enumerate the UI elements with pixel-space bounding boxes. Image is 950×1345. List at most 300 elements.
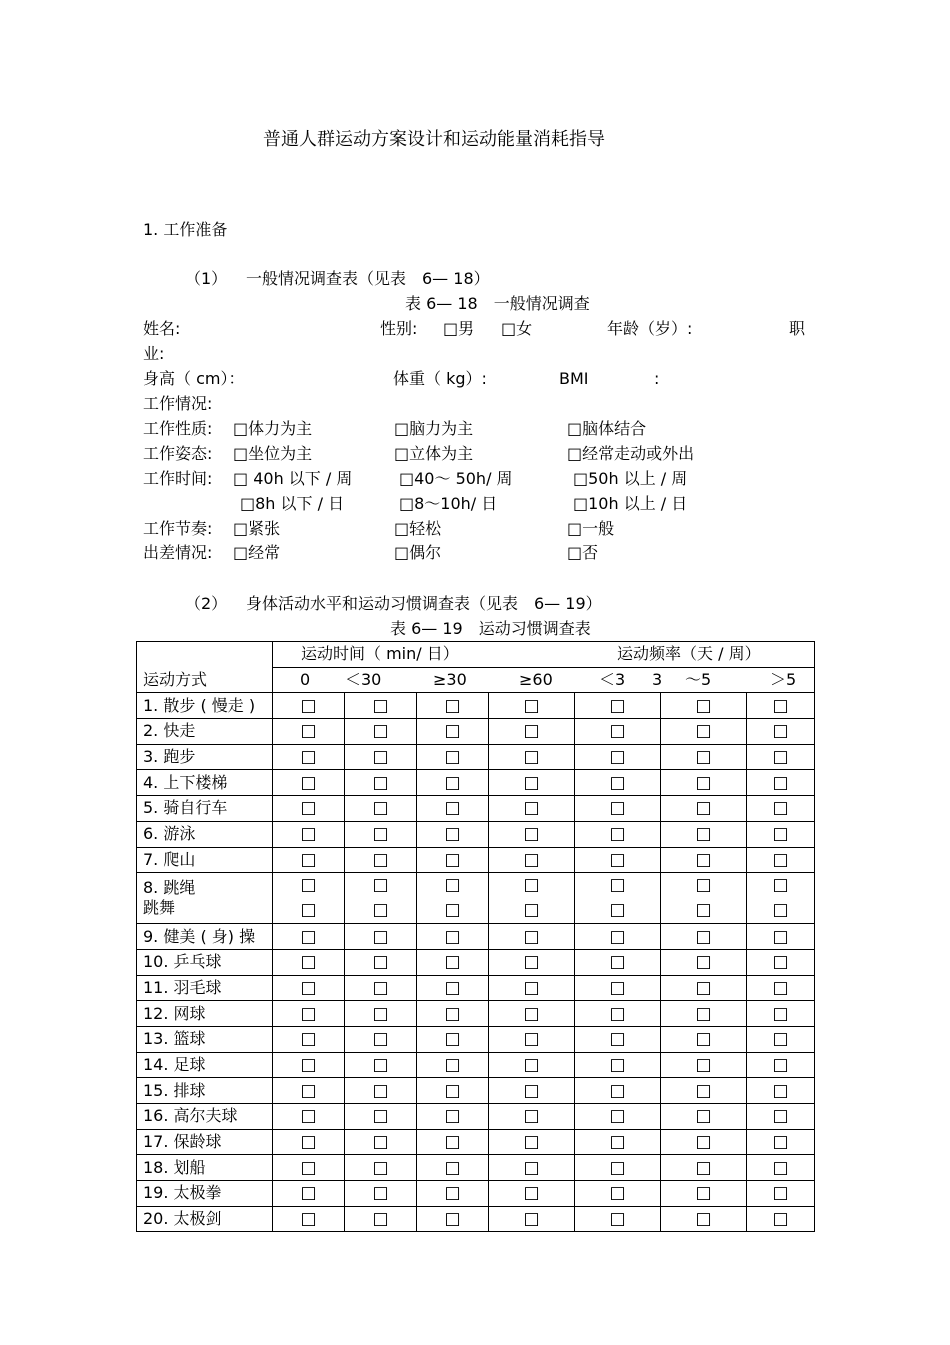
cell (489, 744, 575, 770)
male-checkbox[interactable]: □男 (443, 319, 475, 338)
checkbox[interactable]: □ (444, 1080, 461, 1101)
checkbox[interactable]: □ (609, 772, 626, 793)
table-caption: 表 6— 18 一般情况调查 (405, 294, 590, 313)
checkbox[interactable]: □ (372, 952, 389, 973)
cell (747, 1155, 815, 1181)
checkbox[interactable]: □ (695, 1157, 712, 1178)
checkbox[interactable]: □ (523, 1183, 540, 1204)
checkbox[interactable]: □ (772, 695, 789, 716)
checkbox[interactable]: □ (609, 1029, 626, 1050)
cell (345, 719, 417, 745)
travel-option-often[interactable]: □经常 (233, 543, 281, 562)
cell (661, 1206, 747, 1232)
cell (273, 949, 345, 975)
checkbox[interactable]: □ (695, 1054, 712, 1075)
checkbox[interactable]: □ (444, 875, 461, 896)
tick-time-0: 0 (300, 669, 311, 689)
table-row (137, 873, 815, 924)
cell (273, 796, 345, 822)
tick-freq-lt3: ＜3 (599, 669, 626, 689)
cell (489, 1206, 575, 1232)
travel-label: 出差情况: (143, 543, 213, 562)
checkbox[interactable]: □ (300, 1132, 317, 1153)
checkbox[interactable]: □ (300, 798, 317, 819)
checkbox[interactable]: □ (444, 1209, 461, 1230)
checkbox[interactable]: □ (609, 1054, 626, 1075)
checkbox[interactable]: □ (444, 824, 461, 845)
checkbox[interactable]: □ (523, 695, 540, 716)
cell (417, 1206, 489, 1232)
cell (575, 975, 661, 1001)
checkbox[interactable]: □ (523, 1106, 540, 1127)
page-title: 普通人群运动方案设计和运动能量消耗指导 (263, 129, 605, 150)
cell (345, 1026, 417, 1052)
checkbox[interactable]: □ (772, 798, 789, 819)
nature-option-mental[interactable]: □脑力为主 (394, 419, 474, 438)
checkbox[interactable]: □ (695, 747, 712, 768)
activity-name: 19. 太极拳 (137, 1181, 273, 1207)
checkbox[interactable]: □ (523, 1003, 540, 1024)
checkbox[interactable]: □ (300, 1106, 317, 1127)
cell (417, 1155, 489, 1181)
female-checkbox[interactable]: □女 (501, 319, 533, 338)
checkbox[interactable]: □ (523, 977, 540, 998)
checkbox[interactable]: □ (523, 900, 540, 921)
name-label: 姓名: (143, 319, 181, 338)
checkbox[interactable]: □ (372, 1003, 389, 1024)
cell (747, 1104, 815, 1130)
checkbox[interactable]: □ (772, 1054, 789, 1075)
checkbox[interactable]: □ (300, 721, 317, 742)
cell (417, 1129, 489, 1155)
cell (661, 693, 747, 719)
checkbox[interactable]: □ (609, 977, 626, 998)
checkbox[interactable]: □ (695, 1029, 712, 1050)
cell (489, 1129, 575, 1155)
cell (273, 1026, 345, 1052)
checkbox[interactable]: □ (695, 1080, 712, 1101)
checkbox[interactable]: □ (609, 747, 626, 768)
cell (747, 1078, 815, 1104)
checkbox[interactable]: □ (444, 798, 461, 819)
rhythm-option-relaxed[interactable]: □轻松 (394, 519, 442, 538)
tick-time-lt30: ＜30 (345, 669, 382, 689)
checkbox[interactable]: □ (372, 1209, 389, 1230)
checkbox[interactable]: □ (609, 1132, 626, 1153)
cell (747, 1026, 815, 1052)
checkbox[interactable]: □ (772, 747, 789, 768)
checkbox[interactable]: □ (300, 824, 317, 845)
checkbox[interactable]: □ (372, 1054, 389, 1075)
checkbox[interactable]: □ (444, 747, 461, 768)
checkbox[interactable]: □ (523, 1029, 540, 1050)
rhythm-option-normal[interactable]: □一般 (567, 519, 615, 538)
cell (575, 821, 661, 847)
cell (575, 873, 661, 924)
checkbox[interactable]: □ (523, 952, 540, 973)
table-row (137, 1129, 815, 1155)
checkbox[interactable]: □ (772, 1183, 789, 1204)
cell (661, 975, 747, 1001)
checkbox[interactable]: □ (609, 1183, 626, 1204)
work-time-label: 工作时间: (143, 469, 213, 488)
checkbox[interactable]: □ (695, 824, 712, 845)
checkbox[interactable]: □ (695, 952, 712, 973)
checkbox[interactable]: □ (609, 875, 626, 896)
table-header-row (137, 642, 815, 668)
age-label: 年龄（岁）: (607, 319, 693, 338)
table-row (137, 924, 815, 950)
checkbox[interactable]: □ (609, 1003, 626, 1024)
cell (661, 744, 747, 770)
checkbox[interactable]: □ (372, 824, 389, 845)
checkbox[interactable]: □ (772, 1029, 789, 1050)
cell (661, 847, 747, 873)
checkbox[interactable]: □ (609, 824, 626, 845)
checkbox[interactable]: □ (444, 1183, 461, 1204)
checkbox[interactable]: □ (523, 721, 540, 742)
cell (661, 719, 747, 745)
checkbox[interactable]: □ (444, 695, 461, 716)
checkbox[interactable]: □ (772, 952, 789, 973)
activity-name: 13. 篮球 (137, 1026, 273, 1052)
checkbox[interactable]: □ (523, 1054, 540, 1075)
checkbox[interactable]: □ (772, 1209, 789, 1230)
checkbox[interactable]: □ (444, 977, 461, 998)
checkbox[interactable]: □ (523, 926, 540, 947)
checkbox[interactable]: □ (444, 1054, 461, 1075)
checkbox[interactable]: □ (444, 849, 461, 870)
checkbox[interactable]: □ (523, 1080, 540, 1101)
gender-label: 性别: (380, 319, 418, 338)
checkbox[interactable]: □ (523, 849, 540, 870)
travel-option-occasional[interactable]: □偶尔 (394, 543, 442, 562)
checkbox[interactable]: □ (523, 747, 540, 768)
checkbox[interactable]: □ (372, 1183, 389, 1204)
checkbox[interactable]: □ (372, 1106, 389, 1127)
checkbox[interactable]: □ (695, 849, 712, 870)
checkbox[interactable]: □ (523, 1132, 540, 1153)
checkbox[interactable]: □ (609, 1209, 626, 1230)
work-rhythm-label: 工作节奏: (143, 519, 213, 538)
cell (747, 873, 815, 924)
checkbox[interactable]: □ (523, 875, 540, 896)
cell (575, 1181, 661, 1207)
cell (661, 949, 747, 975)
table-row (137, 719, 815, 745)
checkbox[interactable]: □ (372, 1157, 389, 1178)
checkbox[interactable]: □ (372, 1080, 389, 1101)
cell (661, 770, 747, 796)
checkbox[interactable]: □ (300, 772, 317, 793)
checkbox[interactable]: □ (372, 772, 389, 793)
cell (345, 1129, 417, 1155)
checkbox[interactable]: □ (300, 875, 317, 896)
checkbox[interactable]: □ (300, 747, 317, 768)
activity-name: 11. 羽毛球 (137, 975, 273, 1001)
checkbox[interactable]: □ (772, 1080, 789, 1101)
rhythm-option-tense[interactable]: □紧张 (233, 519, 281, 538)
table-row (137, 770, 815, 796)
time-day-option-3[interactable]: □10h 以上 / 日 (573, 494, 688, 513)
cell (747, 1181, 815, 1207)
checkbox[interactable]: □ (300, 1029, 317, 1050)
cell (417, 924, 489, 950)
column-header-time: 运动时间（ min/ 日） (301, 644, 459, 663)
checkbox[interactable]: □ (444, 952, 461, 973)
nature-option-mixed[interactable]: □脑体结合 (567, 419, 647, 438)
column-ticks (273, 667, 815, 693)
checkbox[interactable]: □ (372, 900, 389, 921)
activity-name-line: 8. 跳绳 (143, 878, 196, 898)
cell (417, 796, 489, 822)
checkbox[interactable]: □ (772, 1132, 789, 1153)
cell (273, 1129, 345, 1155)
cell (489, 1104, 575, 1130)
checkbox[interactable]: □ (772, 1106, 789, 1127)
checkbox[interactable]: □ (695, 721, 712, 742)
cell (575, 693, 661, 719)
checkbox[interactable]: □ (372, 747, 389, 768)
time-week-option-3[interactable]: □50h 以上 / 周 (573, 469, 688, 488)
checkbox[interactable]: □ (444, 1003, 461, 1024)
cell (417, 1104, 489, 1130)
checkbox[interactable]: □ (523, 1209, 540, 1230)
checkbox[interactable]: □ (372, 721, 389, 742)
cell (575, 924, 661, 950)
checkbox[interactable]: □ (772, 1003, 789, 1024)
travel-option-never[interactable]: □否 (567, 543, 599, 562)
cell (417, 1181, 489, 1207)
checkbox[interactable]: □ (444, 1029, 461, 1050)
cell (417, 770, 489, 796)
cell (747, 744, 815, 770)
cell (575, 847, 661, 873)
bmi-label: BMI (559, 369, 589, 388)
activity-name (137, 873, 273, 924)
cell (345, 1078, 417, 1104)
tick-time-ge60: ≥60 (519, 669, 553, 689)
checkbox[interactable]: □ (695, 1209, 712, 1230)
cell (345, 744, 417, 770)
activity-name: 16. 高尔夫球 (137, 1104, 273, 1130)
cell (575, 744, 661, 770)
checkbox[interactable]: □ (609, 926, 626, 947)
checkbox[interactable]: □ (372, 849, 389, 870)
checkbox[interactable]: □ (444, 772, 461, 793)
checkbox[interactable]: □ (609, 900, 626, 921)
cell (345, 1001, 417, 1027)
checkbox[interactable]: □ (609, 721, 626, 742)
checkbox[interactable]: □ (300, 1003, 317, 1024)
cell (747, 693, 815, 719)
cell (575, 1129, 661, 1155)
checkbox[interactable]: □ (300, 1209, 317, 1230)
checkbox[interactable]: □ (372, 875, 389, 896)
checkbox[interactable]: □ (372, 695, 389, 716)
section-heading: 1. 工作准备 (143, 220, 228, 239)
table-row (137, 949, 815, 975)
checkbox[interactable]: □ (372, 926, 389, 947)
cell (345, 693, 417, 719)
cell (747, 821, 815, 847)
cell (489, 1026, 575, 1052)
cell (489, 1001, 575, 1027)
checkbox[interactable]: □ (300, 1183, 317, 1204)
checkbox[interactable]: □ (695, 977, 712, 998)
checkbox[interactable]: □ (695, 1106, 712, 1127)
checkbox[interactable]: □ (772, 977, 789, 998)
cell (661, 1104, 747, 1130)
checkbox[interactable]: □ (523, 772, 540, 793)
activity-name: 17. 保龄球 (137, 1129, 273, 1155)
checkbox[interactable]: □ (772, 849, 789, 870)
cell (273, 1155, 345, 1181)
cell (747, 975, 815, 1001)
cell (575, 1078, 661, 1104)
checkbox[interactable]: □ (444, 1157, 461, 1178)
cell (489, 873, 575, 924)
cell (273, 821, 345, 847)
cell (661, 873, 747, 924)
checkbox[interactable]: □ (695, 1183, 712, 1204)
time-day-option-1[interactable]: □8h 以下 / 日 (240, 494, 345, 513)
checkbox[interactable]: □ (609, 1080, 626, 1101)
height-label: 身高（ cm）： (143, 369, 245, 388)
checkbox[interactable]: □ (300, 849, 317, 870)
checkbox[interactable]: □ (695, 695, 712, 716)
cell (273, 1078, 345, 1104)
cell (417, 821, 489, 847)
checkbox[interactable]: □ (300, 900, 317, 921)
checkbox[interactable]: □ (772, 900, 789, 921)
tick-time-ge30: ≥30 (433, 669, 467, 689)
checkbox[interactable]: □ (523, 798, 540, 819)
cell (661, 1181, 747, 1207)
activity-name: 4. 上下楼梯 (137, 770, 273, 796)
checkbox[interactable]: □ (372, 1029, 389, 1050)
cell (747, 847, 815, 873)
cell (661, 1001, 747, 1027)
checkbox[interactable]: □ (695, 875, 712, 896)
cell (417, 949, 489, 975)
time-week-option-2[interactable]: □40～ 50h/ 周 (399, 469, 513, 488)
checkbox[interactable]: □ (695, 1132, 712, 1153)
cell (661, 821, 747, 847)
table-row (137, 796, 815, 822)
posture-option-sitting[interactable]: □坐位为主 (233, 444, 313, 463)
checkbox[interactable]: □ (772, 721, 789, 742)
checkbox[interactable]: □ (444, 1106, 461, 1127)
checkbox[interactable]: □ (523, 824, 540, 845)
checkbox[interactable]: □ (695, 926, 712, 947)
time-week-option-1[interactable]: □ 40h 以下 / 周 (233, 469, 353, 488)
checkbox[interactable]: □ (300, 952, 317, 973)
checkbox[interactable]: □ (372, 977, 389, 998)
checkbox[interactable]: □ (300, 1054, 317, 1075)
checkbox[interactable]: □ (609, 849, 626, 870)
cell (747, 924, 815, 950)
cell (345, 873, 417, 924)
table-row (137, 1078, 815, 1104)
checkbox[interactable]: □ (609, 695, 626, 716)
checkbox[interactable]: □ (609, 798, 626, 819)
table-row (137, 821, 815, 847)
checkbox[interactable]: □ (695, 772, 712, 793)
cell (345, 1181, 417, 1207)
cell (489, 770, 575, 796)
cell (345, 796, 417, 822)
checkbox[interactable]: □ (609, 1157, 626, 1178)
checkbox[interactable]: □ (609, 952, 626, 973)
checkbox[interactable]: □ (300, 926, 317, 947)
cell (489, 821, 575, 847)
activity-name: 15. 排球 (137, 1078, 273, 1104)
checkbox[interactable]: □ (523, 1157, 540, 1178)
cell (747, 1206, 815, 1232)
checkbox[interactable]: □ (372, 798, 389, 819)
cell (661, 1078, 747, 1104)
cell (273, 770, 345, 796)
checkbox[interactable]: □ (772, 824, 789, 845)
cell (747, 719, 815, 745)
checkbox[interactable]: □ (772, 926, 789, 947)
table-row (137, 1104, 815, 1130)
checkbox[interactable]: □ (444, 1132, 461, 1153)
time-day-option-2[interactable]: □8～10h/ 日 (399, 494, 498, 513)
checkbox[interactable]: □ (444, 926, 461, 947)
table-caption: 表 6— 19 运动习惯调查表 (390, 619, 591, 638)
checkbox[interactable]: □ (372, 1132, 389, 1153)
checkbox[interactable]: □ (300, 1157, 317, 1178)
cell (575, 1026, 661, 1052)
checkbox[interactable]: □ (444, 900, 461, 921)
activity-name-line: 跳舞 (143, 898, 176, 918)
weight-label: 体重（ kg）: (393, 369, 487, 388)
checkbox[interactable]: □ (300, 977, 317, 998)
table-row (137, 693, 815, 719)
checkbox[interactable]: □ (300, 1080, 317, 1101)
checkbox[interactable]: □ (772, 772, 789, 793)
nature-option-physical[interactable]: □体力为主 (233, 419, 313, 438)
checkbox[interactable]: □ (695, 900, 712, 921)
column-header-frequency: 运动频率（天 / 周） (617, 644, 761, 663)
cell (575, 719, 661, 745)
cell (345, 975, 417, 1001)
checkbox[interactable]: □ (300, 695, 317, 716)
activity-name: 9. 健美 ( 身) 操 (137, 924, 273, 950)
checkbox[interactable]: □ (695, 1003, 712, 1024)
checkbox[interactable]: □ (772, 875, 789, 896)
activity-name: 14. 足球 (137, 1052, 273, 1078)
work-nature-label: 工作性质: (143, 419, 213, 438)
cell (417, 975, 489, 1001)
table-row (137, 1052, 815, 1078)
posture-option-moving[interactable]: □经常走动或外出 (567, 444, 695, 463)
checkbox[interactable]: □ (772, 1157, 789, 1178)
checkbox[interactable]: □ (609, 1106, 626, 1127)
cell (747, 1129, 815, 1155)
cell (575, 796, 661, 822)
cell (417, 744, 489, 770)
cell (489, 949, 575, 975)
posture-option-standing[interactable]: □立体为主 (394, 444, 474, 463)
cell (575, 1206, 661, 1232)
cell (273, 924, 345, 950)
checkbox[interactable]: □ (695, 798, 712, 819)
cell (345, 1104, 417, 1130)
checkbox[interactable]: □ (444, 721, 461, 742)
